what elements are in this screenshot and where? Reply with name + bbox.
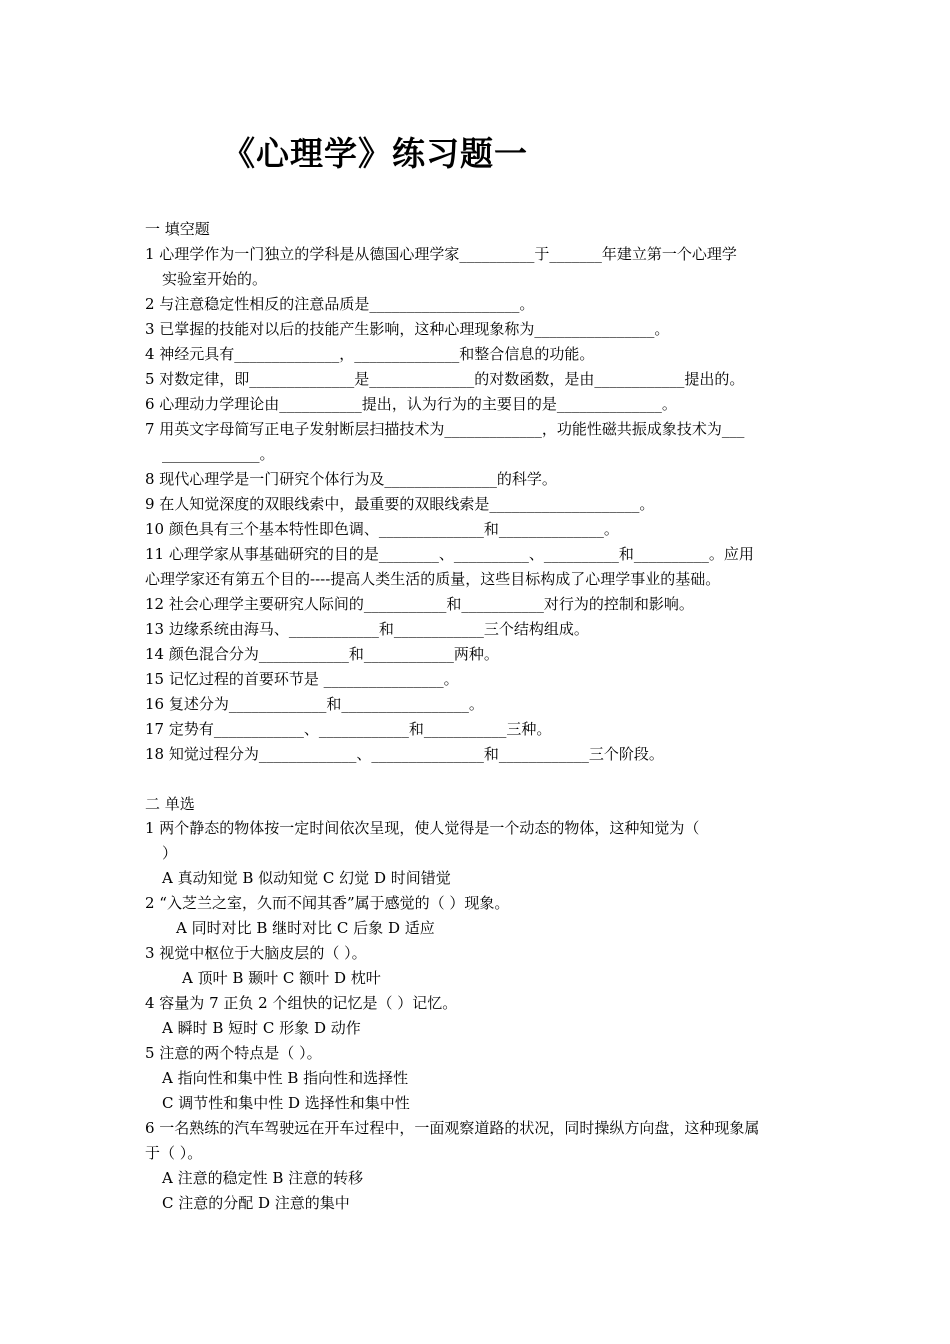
question-line: 2 与注意稳定性相反的注意品质是____________________。	[145, 295, 535, 313]
question-line: 10 颜色具有三个基本特性即色调、______________和______________。	[145, 520, 619, 538]
question-line: 心理学家还有第五个目的----提高人类生活的质量，这些目标构成了心理学事业的基础。	[145, 570, 721, 588]
option-line: A 瞬时 B 短时 C 形象 D 动作	[162, 1019, 361, 1037]
question-line: 5 对数定律，即______________是______________的对数函数，是由____________提出的。	[145, 370, 745, 388]
option-line: A 真动知觉 B 似动知觉 C 幻觉 D 时间错觉	[162, 869, 451, 887]
question-line: 于（ ）。	[145, 1144, 203, 1162]
option-line: A 注意的稳定性 B 注意的转移	[162, 1169, 364, 1187]
option-line: A 指向性和集中性 B 指向性和选择性	[162, 1069, 409, 1087]
option-line: C 调节性和集中性 D 选择性和集中性	[162, 1094, 410, 1112]
option-line: A 同时对比 B 继时对比 C 后象 D 适应	[176, 919, 435, 937]
question-line: 11 心理学家从事基础研究的目的是________、__________、__________和__________。应用	[145, 545, 754, 563]
section-heading-fill-blank: 一 填空题	[145, 220, 210, 238]
question-line: 3 已掌握的技能对以后的技能产生影响，这种心理现象称为________________。	[145, 320, 670, 338]
question-line: 4 神经元具有______________，______________和整合信息的功能。	[145, 345, 595, 363]
question-line: 6 心理动力学理论由___________提出，认为行为的主要目的是______________。	[145, 395, 677, 413]
question-line: 7 用英文字母简写正电子发射断层扫描技术为_____________，功能性磁共振成象技术为___	[145, 420, 745, 438]
question-line: 4 容量为 7 正负 2 个组快的记忆是（ ）记忆。	[145, 994, 458, 1012]
section-heading-single-choice: 二 单选	[145, 795, 195, 813]
question-line: 6 一名熟练的汽车驾驶远在开车过程中，一面观察道路的状况，同时操纵方向盘，这种现象属	[145, 1119, 760, 1137]
question-line: 1 心理学作为一门独立的学科是从德国心理学家__________于_______年建立第一个心理学	[145, 245, 737, 263]
question-line: 14 颜色混合分为____________和____________两种。	[145, 645, 499, 663]
question-line: 3 视觉中枢位于大脑皮层的（ ）。	[145, 944, 367, 962]
question-line: 17 定势有____________、____________和___________三种。	[145, 720, 552, 738]
page-title: 《心理学》练习题一	[222, 134, 528, 173]
question-line: 2 “入芝兰之室，久而不闻其香”属于感觉的（ ）现象。	[145, 894, 510, 912]
question-line: 9 在人知觉深度的双眼线索中，最重要的双眼线索是____________________。	[145, 495, 655, 513]
option-line: C 注意的分配 D 注意的集中	[162, 1194, 350, 1212]
question-line: 13 边缘系统由海马、____________和____________三个结构组成。	[145, 620, 589, 638]
question-line: _____________。	[162, 445, 275, 463]
question-line: 18 知觉过程分为_____________、_______________和____________三个阶段。	[145, 745, 664, 763]
question-line: 5 注意的两个特点是（ ）。	[145, 1044, 322, 1062]
question-line: 8 现代心理学是一门研究个体行为及_______________的科学。	[145, 470, 557, 488]
question-line: 15 记忆过程的首要环节是 ________________。	[145, 670, 459, 688]
question-line: 12 社会心理学主要研究人际间的___________和___________对行为的控制和影响。	[145, 595, 694, 613]
question-line: ）	[162, 844, 178, 862]
question-line: 16 复述分为_____________和_________________。	[145, 695, 484, 713]
option-line: A 顶叶 B 颞叶 C 额叶 D 枕叶	[182, 969, 381, 987]
question-line: 1 两个静态的物体按一定时间依次呈现，使人觉得是一个动态的物体，这种知觉为（	[145, 819, 700, 837]
question-line: 实验室开始的。	[162, 270, 268, 288]
